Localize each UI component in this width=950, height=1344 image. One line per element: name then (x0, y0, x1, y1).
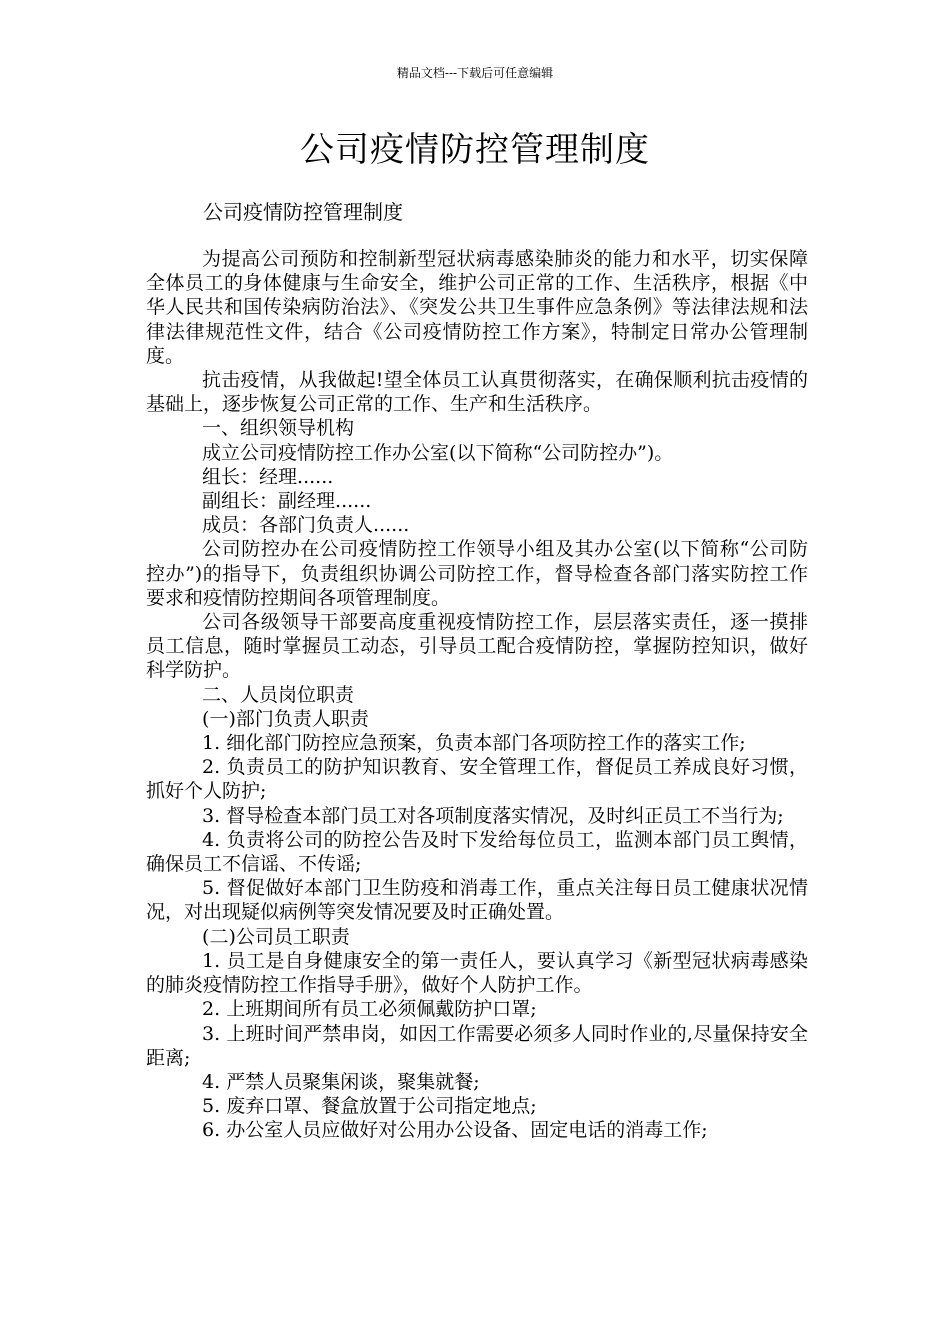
list-item: 4. 负责将公司的防控公告及时下发给每位员工，监测本部门员工舆情，确保员工不信谣、不传谣; (146, 828, 808, 876)
paragraph: 公司各级领导干部要高度重视疫情防控工作，层层落实责任，逐一摸排员工信息，随时掌握员工动态，引导员工配合疫情防控，掌握防控知识，做好科学防护。 (146, 611, 808, 682)
document-subtitle: 公司疫情防控管理制度 (203, 200, 403, 224)
paragraph: 为提高公司预防和控制新型冠状病毒感染肺炎的能力和水平，切实保障全体员工的身体健康与生命安全，维护公司正常的工作、生活秩序，根据《中华人民共和国传染病防治法》、《突发公共卫生事件应急条例》等法律法规和法律法律规范性文件，结合《公司疫情防控工作方案》，特制定日常办公管理制度。 (146, 248, 808, 367)
list-item: 5. 废弃口罩、餐盒放置于公司指定地点; (202, 1095, 537, 1118)
list-item: 3. 督导检查本部门员工对各项制度落实情况，及时纠正员工不当行为; (202, 804, 784, 827)
list-item: 5. 督促做好本部门卫生防疫和消毒工作，重点关注每日员工健康状况情况，对出现疑似病例等突发情况要及时正确处置。 (146, 877, 808, 924)
page-header: 精品文档---下载后可任意编辑 (396, 66, 554, 80)
paragraph: 成员：各部门负责人...... (202, 514, 410, 537)
document-body (146, 247, 808, 1143)
document-title: 公司疫情防控管理制度 (300, 130, 650, 170)
subsection-heading: (二)公司员工职责 (202, 925, 350, 948)
section-heading: 一、组织领导机构 (202, 417, 355, 440)
paragraph: 组长：经理...... (202, 465, 334, 488)
list-item: 1. 员工是自身健康安全的第一责任人，要认真学习《新型冠状病毒感染的肺炎疫情防控工作指导手册》，做好个人防护工作。 (146, 949, 808, 997)
list-item: 2. 上班期间所有员工必须佩戴防护口罩; (202, 998, 537, 1021)
list-item: 3. 上班时间严禁串岗，如因工作需要必须多人同时作业的,尽量保持安全距离; (146, 1022, 808, 1069)
list-item: 1. 细化部门防控应急预案，负责本部门各项防控工作的落实工作; (202, 732, 746, 755)
subsection-heading: (一)部门负责人职责 (202, 707, 369, 730)
list-item: 2. 负责员工的防护知识教育、安全管理工作，督促员工养成良好习惯，抓好个人防护; (146, 756, 808, 803)
list-item: 4. 严禁人员聚集闲谈，聚集就餐; (202, 1070, 480, 1093)
list-item: 6. 办公室人员应做好对公用办公设备、固定电话的消毒工作; (202, 1119, 708, 1142)
paragraph: 成立公司疫情防控工作办公室(以下简称“公司防控办”)。 (202, 441, 674, 464)
section-heading: 二、人员岗位职责 (202, 683, 355, 706)
paragraph: 抗击疫情，从我做起!望全体员工认真贯彻落实，在确保顺利抗击疫情的基础上，逐步恢复公司正常的工作、生产和生活秩序。 (146, 369, 808, 416)
paragraph: 副组长：副经理...... (202, 490, 372, 513)
paragraph: 公司防控办在公司疫情防控工作领导小组及其办公室(以下简称“公司防控办”)的指导下，负责组织协调公司防控工作，督导检查各部门落实防控工作要求和疫情防控期间各项管理制度。 (146, 538, 808, 609)
